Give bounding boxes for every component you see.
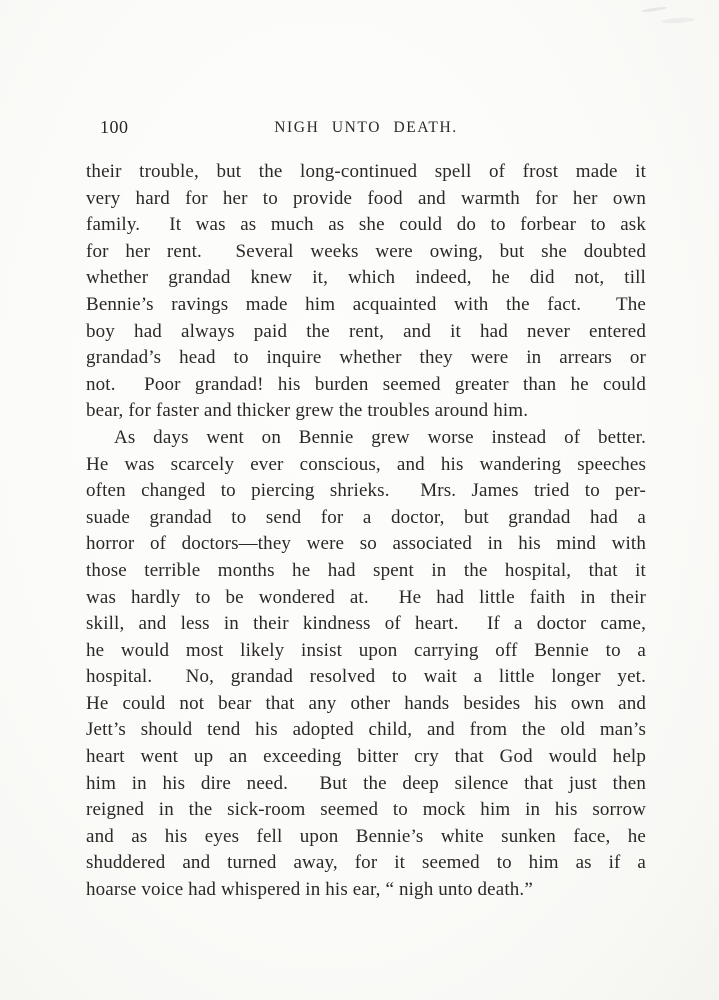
text-line: not. Poor grandad! his burden seemed greater than he could [86, 373, 646, 395]
text-line: those terrible months he had spent in the hospital, that it [86, 559, 646, 581]
paragraph [86, 425, 646, 904]
page-body [86, 159, 646, 904]
text-line: grandad’s head to inquire whether they were in arrears or [86, 347, 646, 369]
page-header [86, 117, 646, 145]
text-line: hoarse voice had whispered in his ear, “ nigh unto death.” [86, 879, 533, 901]
text-line: Bennie’s ravings made him acquainted with the fact. The [86, 293, 646, 315]
text-line: Jett’s should tend his adopted child, and from the old man’s [86, 719, 646, 741]
text-line: heart went up an exceeding bitter cry that God would help [86, 746, 646, 768]
text-line: and as his eyes fell upon Bennie’s white sunken face, he [86, 825, 646, 847]
text-line: for her rent. Several weeks were owing, but she doubted [86, 240, 646, 262]
scan-smudge-stroke [661, 17, 695, 24]
scan-smudge-mark [633, 6, 697, 32]
text-line: was hardly to be wondered at. He had little faith in their [86, 586, 646, 608]
text-line: He was scarcely ever conscious, and his wandering speeches [86, 453, 646, 475]
text-line: him in his dire need. But the deep silence that just then [86, 772, 646, 794]
text-line: skill, and less in their kindness of heart. If a doctor came, [86, 613, 646, 635]
text-line: As days went on Bennie grew worse instead of better. [114, 426, 646, 448]
running-header-title: NIGH UNTO DEATH. [274, 119, 458, 136]
text-line: horror of doctors—they were so associated in his mind with [86, 533, 646, 555]
text-line: He could not bear that any other hands besides his own and [86, 692, 646, 714]
text-line: suade grandad to send for a doctor, but grandad had a [86, 506, 646, 528]
text-line: very hard for her to provide food and warmth for her own [86, 187, 646, 209]
scan-smudge-stroke [641, 6, 667, 13]
page-number: 100 [100, 117, 129, 137]
text-line: often changed to piercing shrieks. Mrs. James tried to per- [86, 480, 646, 502]
text-line: boy had always paid the rent, and it had never entered [86, 320, 646, 342]
text-line: he would most likely insist upon carrying off Bennie to a [86, 639, 646, 661]
text-line: whether grandad knew it, which indeed, he did not, till [86, 267, 646, 289]
text-line: shuddered and turned away, for it seemed to him as if a [86, 852, 646, 874]
text-line: bear, for faster and thicker grew the troubles around him. [86, 400, 529, 422]
text-line: family. It was as much as she could do to forbear to ask [86, 214, 646, 236]
text-line: reigned in the sick-room seemed to mock him in his sorrow [86, 799, 646, 821]
text-line: their trouble, but the long-continued spell of frost made it [86, 161, 646, 182]
text-line: hospital. No, grandad resolved to wait a little longer yet. [86, 666, 646, 688]
paragraph [86, 159, 646, 425]
